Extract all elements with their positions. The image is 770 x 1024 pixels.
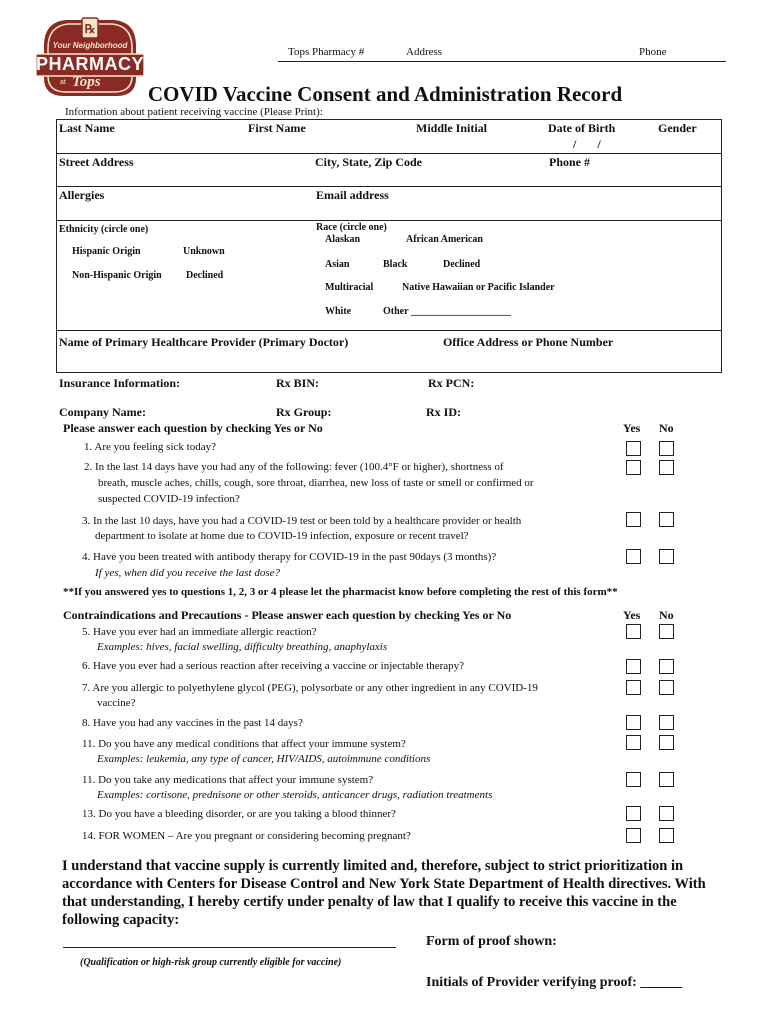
question-4-line2: If yes, when did you receive the last dose?	[95, 567, 281, 579]
question-11a-examples: Examples: leukemia, any type of cancer, HIV/AIDS, autoimmune conditions	[97, 753, 431, 765]
certification-statement: I understand that vaccine supply is currently limited and, therefore, subject to strict prioritization in accordance with Centers for Disease Control and New York State Department of Health directives. With that understanding, I hereby certify under penalty of law that I qualify to receive this vaccine in the following capacity:	[62, 858, 706, 928]
q6-yes-checkbox[interactable]	[626, 659, 641, 674]
svg-text:℞: ℞	[84, 22, 96, 36]
ethnicity-declined[interactable]: Declined	[186, 270, 224, 281]
question-3-line1: 3. In the last 10 days, have you had a COVID-19 test or been told by a healthcare provider or health	[82, 515, 522, 527]
q8-no-checkbox[interactable]	[659, 715, 674, 730]
q4-no-checkbox[interactable]	[659, 549, 674, 564]
q13-no-checkbox[interactable]	[659, 806, 674, 821]
logo-pharmacy: PHARMACY	[36, 54, 145, 74]
q5-yes-checkbox[interactable]	[626, 624, 641, 639]
no-column-label: No	[659, 421, 674, 435]
race-native-hawaiian[interactable]: Native Hawaiian or Pacific Islander	[402, 282, 555, 293]
question-13: 13. Do you have a bleeding disorder, or are you taking a blood thinner?	[82, 808, 396, 820]
question-11a: 11. Do you have any medical conditions that affect your immune system?	[82, 738, 406, 750]
q4-yes-checkbox[interactable]	[626, 549, 641, 564]
race-label: Race (circle one)	[316, 222, 387, 233]
question-7-line2: vaccine?	[97, 697, 136, 709]
section2-heading: Contraindications and Precautions - Please answer each question by checking Yes or No	[63, 608, 512, 622]
logo-tagline: Your Neighborhood	[52, 41, 128, 50]
logo-at: at	[60, 79, 66, 86]
email-field[interactable]: Email address	[316, 188, 389, 202]
q1-yes-checkbox[interactable]	[626, 441, 641, 456]
allergies-field[interactable]: Allergies	[59, 188, 105, 202]
question-3-line2: department to isolate at home due to COVID-19 infection, exposure or recent travel?	[95, 530, 469, 542]
company-name-field[interactable]: Company Name:	[59, 405, 146, 419]
logo-tops: Tops	[72, 74, 101, 90]
q8-yes-checkbox[interactable]	[626, 715, 641, 730]
city-state-zip-field[interactable]: City, State, Zip Code	[315, 155, 423, 169]
q13-yes-checkbox[interactable]	[626, 806, 641, 821]
q14-no-checkbox[interactable]	[659, 828, 674, 843]
question-7-line1: 7. Are you allergic to polyethylene glycol (PEG), polysorbate or any other ingredient in any COVID-19	[82, 682, 538, 694]
race-african-american[interactable]: African American	[406, 234, 483, 245]
address-label: Address	[406, 46, 443, 58]
race-white[interactable]: White	[325, 306, 352, 317]
question-2-line3: suspected COVID-19 infection?	[98, 493, 240, 505]
race-multiracial[interactable]: Multiracial	[325, 282, 374, 293]
ethnicity-non-hispanic[interactable]: Non-Hispanic Origin	[72, 270, 162, 281]
question-4-line1: 4. Have you been treated with antibody therapy for COVID-19 in the past 90days (3 months)?	[82, 551, 497, 563]
qualification-line[interactable]	[63, 947, 396, 948]
question-11b-examples: Examples: cortisone, prednisone or other steroids, anticancer drugs, radiation treatments	[97, 789, 493, 801]
last-name-field[interactable]: Last Name	[59, 121, 115, 135]
yes-column-label: Yes	[623, 421, 641, 435]
header-line	[278, 61, 726, 62]
form-of-proof-label[interactable]: Form of proof shown:	[426, 934, 557, 949]
q1-no-checkbox[interactable]	[659, 441, 674, 456]
provider-initials-field[interactable]: Initials of Provider verifying proof: ______	[426, 975, 683, 990]
q7-no-checkbox[interactable]	[659, 680, 674, 695]
q5-no-checkbox[interactable]	[659, 624, 674, 639]
race-declined[interactable]: Declined	[443, 259, 481, 270]
rx-group-field[interactable]: Rx Group:	[276, 405, 332, 419]
phone-field[interactable]: Phone #	[549, 155, 591, 169]
phone-label: Phone	[639, 46, 667, 58]
question-2-line2: breath, muscle aches, chills, cough, sore throat, diarrhea, new loss of taste or smell or confirmed or	[98, 477, 534, 489]
office-address-field[interactable]: Office Address or Phone Number	[443, 335, 614, 349]
q7-yes-checkbox[interactable]	[626, 680, 641, 695]
question-5-examples: Examples: hives, facial swelling, difficulty breathing, anaphylaxis	[97, 641, 388, 653]
question-6: 6. Have you ever had a serious reaction after receiving a vaccine or injectable therapy?	[82, 660, 465, 672]
q11b-yes-checkbox[interactable]	[626, 772, 641, 787]
rx-id-field[interactable]: Rx ID:	[426, 405, 461, 419]
first-name-field[interactable]: First Name	[248, 121, 306, 135]
street-address-field[interactable]: Street Address	[59, 155, 134, 169]
ethnicity-hispanic[interactable]: Hispanic Origin	[72, 246, 141, 257]
q11a-yes-checkbox[interactable]	[626, 735, 641, 750]
question-2-line1: 2. In the last 14 days have you had any of the following: fever (100.4°F or higher), shortness of	[84, 461, 504, 473]
page-title: COVID Vaccine Consent and Administration Record	[147, 82, 623, 106]
no-column-label-2: No	[659, 608, 674, 622]
question-1: 1. Are you feeling sick today?	[84, 441, 216, 453]
q11b-no-checkbox[interactable]	[659, 772, 674, 787]
primary-provider-field[interactable]: Name of Primary Healthcare Provider (Primary Doctor)	[59, 335, 349, 349]
dob-field[interactable]: Date of Birth	[548, 121, 616, 135]
race-asian[interactable]: Asian	[325, 259, 350, 270]
middle-initial-field[interactable]: Middle Initial	[416, 121, 488, 135]
pharmacist-notice: **If you answered yes to questions 1, 2, 3 or 4 please let the pharmacist know before completing the rest of this form**	[63, 586, 618, 598]
q3-no-checkbox[interactable]	[659, 512, 674, 527]
q11a-no-checkbox[interactable]	[659, 735, 674, 750]
q2-no-checkbox[interactable]	[659, 460, 674, 475]
q14-yes-checkbox[interactable]	[626, 828, 641, 843]
gender-field[interactable]: Gender	[658, 121, 697, 135]
race-alaskan[interactable]: Alaskan	[325, 234, 361, 245]
question-14: 14. FOR WOMEN – Are you pregnant or considering becoming pregnant?	[82, 830, 411, 842]
race-other[interactable]: Other ____________________	[383, 306, 511, 317]
q3-yes-checkbox[interactable]	[626, 512, 641, 527]
patient-info-label: Information about patient receiving vaccine (Please Print):	[65, 106, 323, 118]
section1-heading: Please answer each question by checking Yes or No	[63, 421, 323, 435]
rx-bin-field[interactable]: Rx BIN:	[276, 376, 320, 390]
q6-no-checkbox[interactable]	[659, 659, 674, 674]
yes-column-label-2: Yes	[623, 608, 641, 622]
question-8: 8. Have you had any vaccines in the past 14 days?	[82, 717, 303, 729]
question-11b: 11. Do you take any medications that affect your immune system?	[82, 774, 374, 786]
question-5: 5. Have you ever had an immediate allergic reaction?	[82, 626, 317, 638]
rx-pcn-field[interactable]: Rx PCN:	[428, 376, 475, 390]
insurance-label: Insurance Information:	[59, 376, 181, 390]
ethnicity-label: Ethnicity (circle one)	[59, 224, 149, 235]
dob-separators: / /	[573, 137, 601, 151]
q2-yes-checkbox[interactable]	[626, 460, 641, 475]
ethnicity-unknown[interactable]: Unknown	[183, 246, 225, 257]
race-black[interactable]: Black	[383, 259, 408, 270]
pharmacy-number-label: Tops Pharmacy #	[288, 46, 365, 58]
qualification-caption: (Qualification or high-risk group currently eligible for vaccine)	[80, 957, 342, 968]
